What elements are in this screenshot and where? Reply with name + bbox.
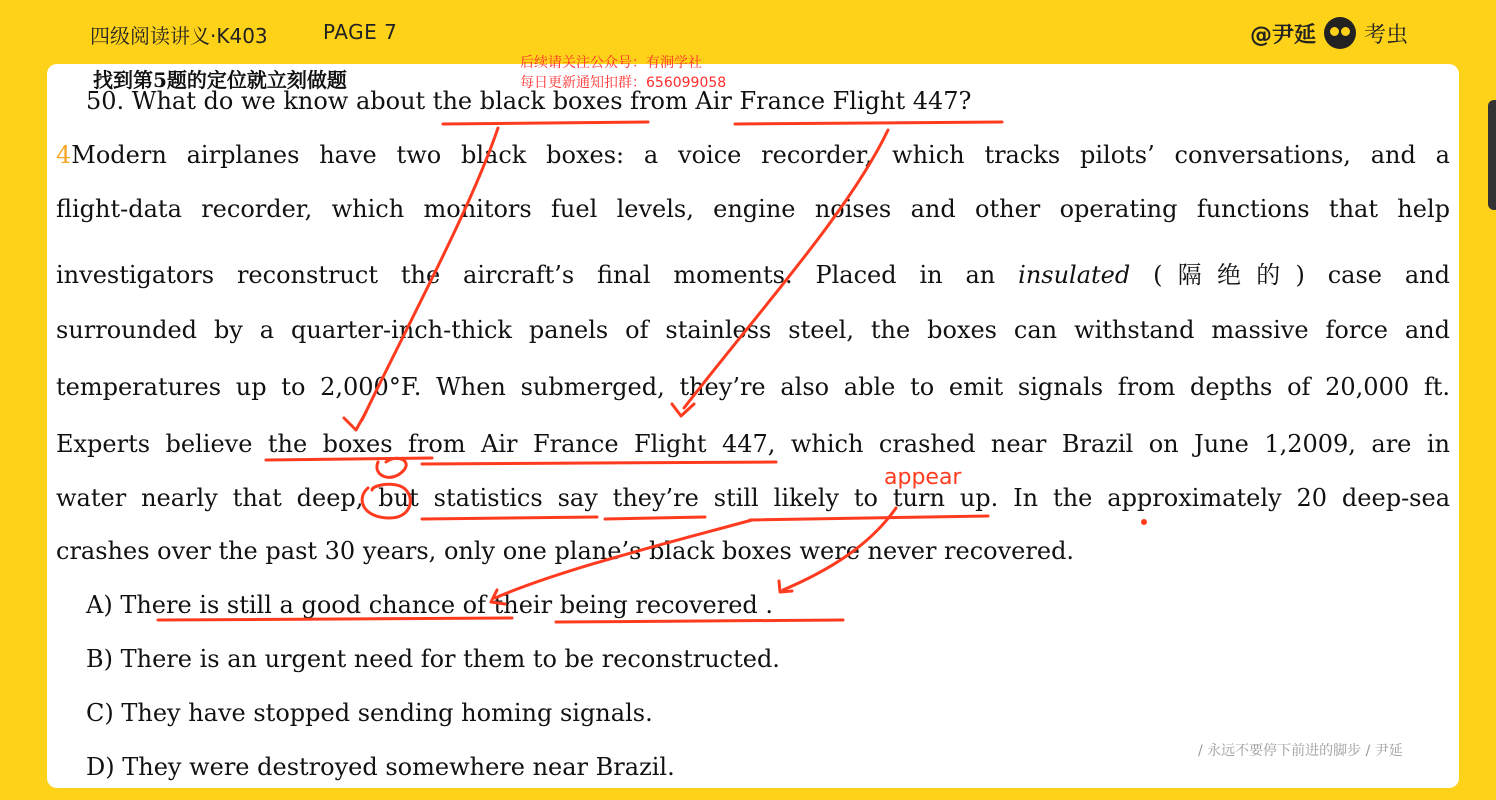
option-a[interactable]: A) There is still a good chance of their being recovered . [86,591,774,619]
option-c[interactable]: C) They have stopped sending homing signals. [86,699,653,727]
watermark: / 永远不要停下前进的脚步 / 尹延 [1198,743,1403,759]
brand-name: @尹延 [1250,22,1317,48]
side-handle[interactable] [1488,100,1496,210]
page-number: PAGE 7 [323,20,398,44]
document-page [47,64,1459,788]
question-50: 50. What do we know about the black boxes from Air France Flight 447? [86,87,972,115]
kaochong-logo-icon [1324,17,1356,49]
option-d[interactable]: D) They were destroyed somewhere near Brazil. [86,753,675,781]
brand-app-name: 考虫 [1364,22,1409,48]
passage-line-5: temperatures up to 2,000°F. When submerged, they’re also able to emit signals from depths of 20,000 ft. [56,373,1450,401]
passage-line-6: Experts believe the boxes from Air France Flight 447, which crashed near Brazil on June 1,2009, are in [56,430,1450,458]
passage-line-1: 4Modern airplanes have two black boxes: a voice recorder, which tracks pilots’ conversations, and a [56,141,1450,169]
italic-term: insulated [1018,261,1131,289]
teacher-note: 找到第5题的定位就立刻做题 [93,68,347,92]
brand [1250,17,1408,49]
notice-line-2: 每日更新通知扣群：656099058 [520,75,727,91]
passage-line-3: investigators reconstruct the aircraft’s final moments. Placed in an insulated (隔绝的) case and [56,261,1450,289]
passage-line-7: water nearly that deep, but statistics say they’re still likely to turn up. In the approximately 20 deep-sea [56,484,1450,512]
paragraph-number: 4 [56,141,72,169]
option-b[interactable]: B) There is an urgent need for them to be reconstructed. [86,645,780,673]
passage-line-8: crashes over the past 30 years, only one plane’s black boxes were never recovered. [56,537,1075,565]
passage-line-2: flight-data recorder, which monitors fuel levels, engine noises and other operating functions that help [56,195,1450,223]
annotation-appear: appear [884,465,962,490]
notice-line-1: 后续请关注公众号：有涧学社 [520,55,702,71]
passage-line-4: surrounded by a quarter-inch-thick panels of stainless steel, the boxes can withstand massive force and [56,316,1450,344]
course-title: 四级阅读讲义·K403 [90,24,268,48]
top-bar [0,0,1496,64]
